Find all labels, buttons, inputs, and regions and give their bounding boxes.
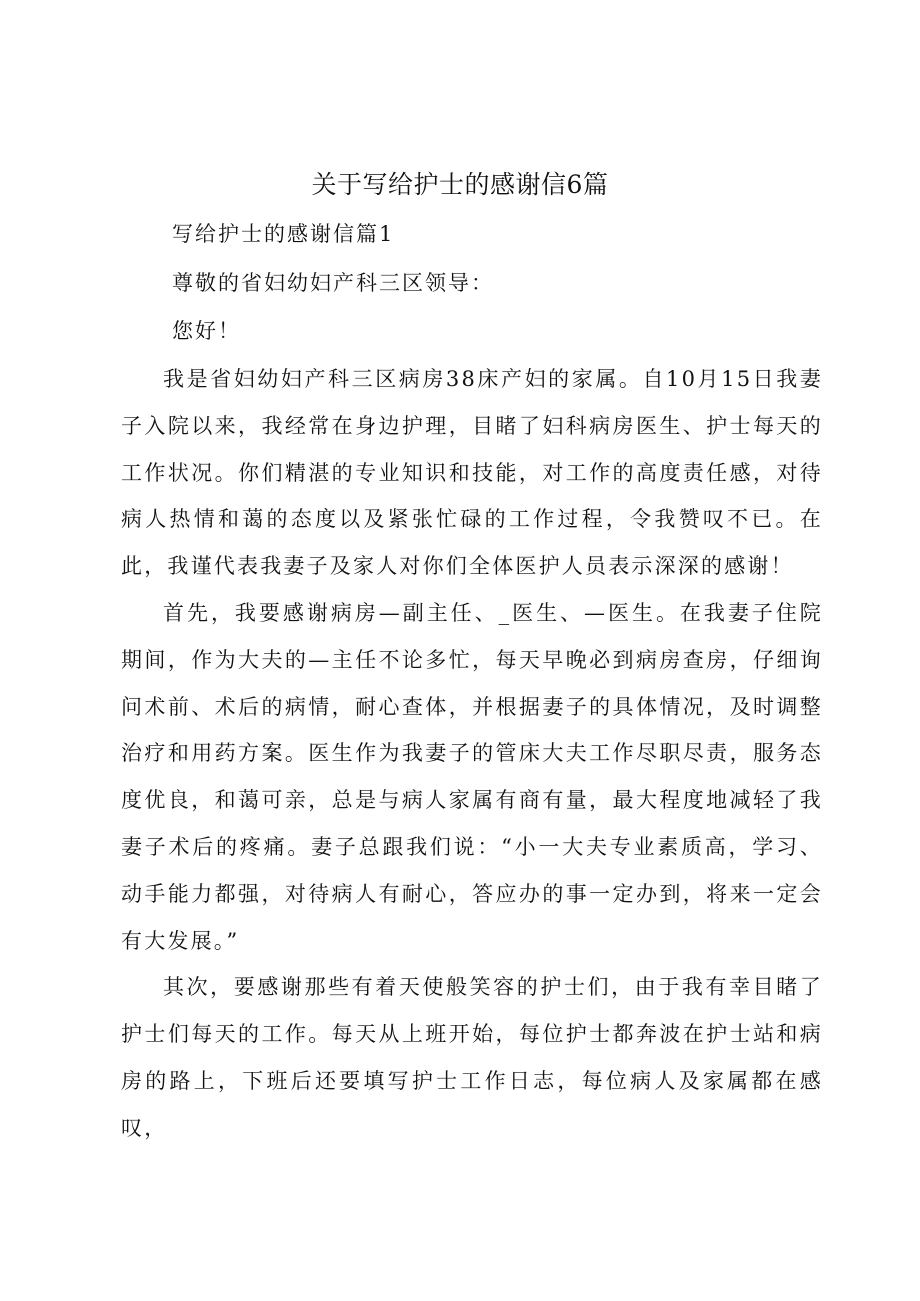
paragraph-1: 我是省妇幼妇产科三区病房38床产妇的家属。自10月15日我妻子入院以来，我经常在身边护理，目睹了妇科病房医生、护士每天的工作状况。你们精湛的专业知识和技能，对工作的高度责任感，对待病人热情和蔼的态度以及紧张忙碌的工作过程，令我赞叹不已。在此，我谨代表我妻子及家人对你们全体医护人员表示深深的感谢！ <box>121 367 823 579</box>
letter-body <box>121 356 823 1152</box>
letter-heading: 写给护士的感谢信篇1 <box>172 222 395 246</box>
document-title: 关于写给护士的感谢信6篇 <box>311 170 609 199</box>
salutation: 尊敬的省妇幼妇产科三区领导： <box>172 271 494 295</box>
paragraph-3: 其次，要感谢那些有着天使般笑容的护士们，由于我有幸目睹了护士们每天的工作。每天从上班开始，每位护士都奔波在护士站和病房的路上，下班后还要填写护士工作日志，每位病人及家属都在感叹， <box>121 975 823 1140</box>
greeting: 您好！ <box>172 319 241 343</box>
paragraph-2: 首先，我要感谢病房—副主任、_医生、—医生。在我妻子住院期间，作为大夫的—主任不论多忙，每天早晚必到病房查房，仔细询问术前、术后的病情，耐心查体，并根据妻子的具体情况，及时调整治疗和用药方案。医生作为我妻子的管床大夫工作尽职尽责，服务态度优良，和蔼可亲，总是与病人家属有商有量，最大程度地减轻了我妻子术后的疼痛。妻子总跟我们说：“小一大夫专业素质高，学习、动手能力都强，对待病人有耐心，答应办的事一定办到，将来一定会有大发展。” <box>121 600 823 953</box>
